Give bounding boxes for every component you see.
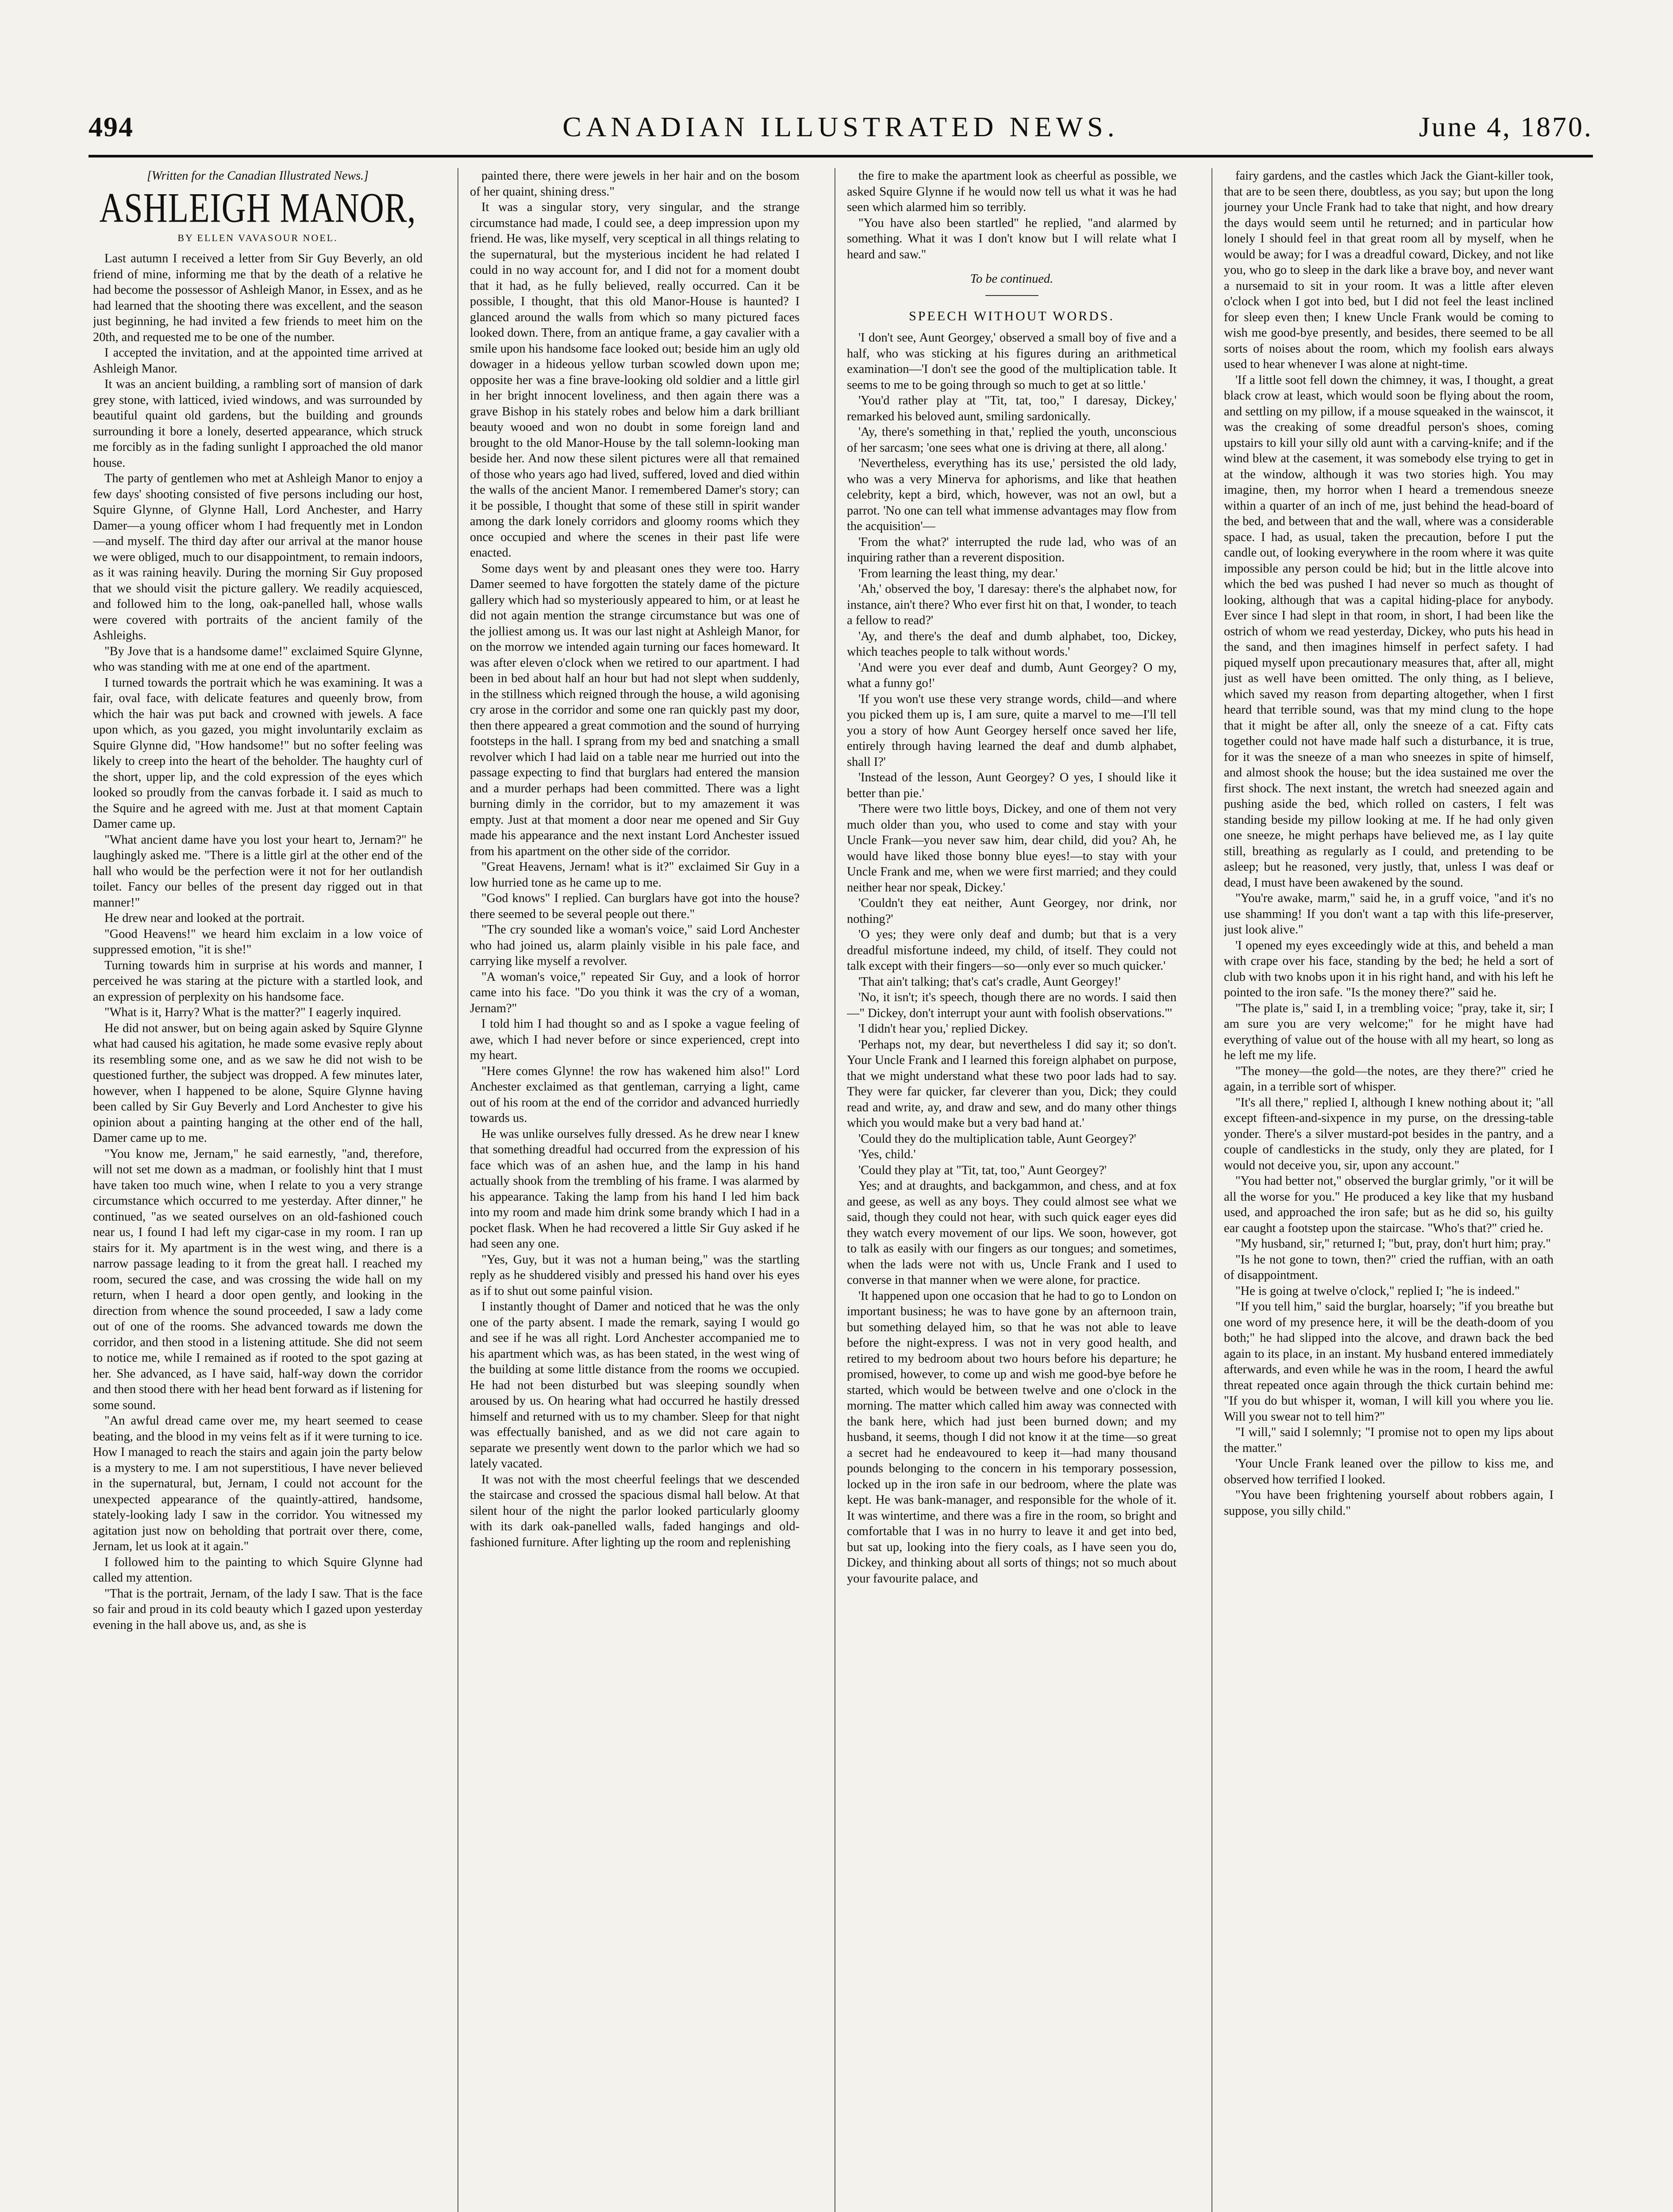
paragraph: 'That ain't talking; that's cat's cradle, Aunt Georgey!' xyxy=(858,975,1121,989)
story-credit: [Written for the Canadian Illustrated News.] xyxy=(147,169,369,183)
paragraph: "Good Heavens!" we heard him exclaim in a low voice of suppressed emotion, "it is she!" xyxy=(93,927,423,956)
paragraph: 'Ah,' observed the boy, 'I daresay: there's the alphabet now, for instance, ain't there? Who ever first hit on that, I wonder, to teach a fellow to read?' xyxy=(847,582,1177,627)
paragraph: "The plate is," said I, in a trembling voice; "pray, take it, sir; I am sure you are very welcome;" for he might have had everything of value out of the house with all my heart, so long as he left me my life. xyxy=(1224,1001,1554,1062)
paragraph: I instantly thought of Damer and noticed that he was the only one of the party absent. I made the remark, saying I would go and see if he was all right. Lord Anchester accompanied me to his apartment which was, as has been stated, in the west wing of the building at some little distance from the rooms we occupied. He had not been disturbed but was sleeping soundly when aroused by us. On hearing what had occurred he hastily dressed himself and returned with us to my chamber. Sleep for that night was effectually banished, and as we did not care again to separate we presently went down to the parlor which we had so lately vacated. xyxy=(470,1300,800,1471)
to-be-continued: To be continued. xyxy=(970,272,1054,286)
paragraph: "You know me, Jernam," he said earnestly, "and, therefore, will not set me down as a madman, or foolishly hint that I must have taken too much wine, when I relate to you a very strange circumstance which occurred to me yesterday. After dinner," he continued, "as we seated ourselves on an old-fashioned couch near us, I found I had left my cigar-case in my room. I ran up stairs for it. My apartment is in the west wing, and there is a narrow passage leading to it from the great hall. I reached my room, secured the case, and was crossing the wide hall on my return, when I heard a door open gently, and looking in the direction from whence the sound proceeded, I saw a lady come out of one of the rooms. She advanced towards me down the corridor, and then stood in a listening attitude. She did not seem to notice me, while I remained as if rooted to the spot gazing at her. She advanced, as I have said, half-way down the corridor and then stood there with her head bent forward as if listening for some sound. xyxy=(93,1147,423,1412)
paragraph: It was a singular story, very singular, and the strange circumstance had made, I could see, a deep impression upon my friend. He was, like myself, very sceptical in all things relating to the supernatural, but the mysterious incident he had related I could in no way account for, and I did not for a moment doubt that it had, as he fully believed, really occurred. Can it be possible, I thought, that this old Manor-House is haunted? I glanced around the walls from which so many pictured faces looked down. There, from an antique frame, a gay cavalier with a smile upon his handsome face looked out; beside him an ugly old dowager in a hideous yellow turban scowled down upon me; opposite her was a fine brave-looking old soldier and a little girl in her bright innocent loveliness, and then again there was a grave Bishop in his stately robes and below him a dark brilliant beauty wooed and won no doubt in some foreign land and brought to the old Manor-House by the tall solemn-looking man beside her. And now these silent pictures were all that remained of those who years ago had lived, suffered, loved and died within the walls of the ancient Manor. I remembered Damer's story; can it be possible, I thought that some of these still in spirit wander among the dark lonely corridors and gloomy rooms which they once occupied and where the scenes in their past life were enacted. xyxy=(470,200,800,560)
paragraph: 'Yes, child.' xyxy=(858,1148,916,1161)
paragraph: 'I opened my eyes exceedingly wide at this, and beheld a man with crape over his face, standing by the bed; he held a sort of club with two knobs upon it in his right hand, and with his left he pointed to the iron safe. "Is the money there?" said he. xyxy=(1224,938,1554,999)
paragraph: "An awful dread came over me, my heart seemed to cease beating, and the blood in my veins felt as if it were turning to ice. How I managed to reach the stairs and again join the party below is a mystery to me. I am not superstitious, I have never believed in the supernatural, but, Jernam, I could not account for the unexpected appearance of the quaintly-attired, handsome, stately-looking lady I saw in the corridor. You witnessed my agitation just now on beholding that portrait over there, come, Jernam, let us look at it again." xyxy=(93,1414,423,1553)
paragraph: I accepted the invitation, and at the appointed time arrived at Ashleigh Manor. xyxy=(93,346,423,376)
paragraph: It was an ancient building, a rambling sort of mansion of dark grey stone, with latticed, ivied windows, and was surrounded by beautiful quaint old gardens, but the building and grounds surrounding it bore a lonely, deserted appearance, which struck me forcibly as in the fading sunlight I approached the old manor house. xyxy=(93,377,423,470)
paragraph: "You had better not," observed the burglar grimly, "or it will be all the worse for you." He produced a key like that my husband used, and approached the iron safe; but as he did so, his guilty ear caught a footstep upon the staircase. "Who's that?" cried he. xyxy=(1224,1174,1554,1235)
paragraph: I told him I had thought so and as I spoke a vague feeling of awe, which I had never before or since experienced, crept into my heart. xyxy=(470,1017,800,1062)
paragraph: He was unlike ourselves fully dressed. As he drew near I knew that something dreadful had occurred from the expression of his face which was of an ashen hue, and the lamp in his hand actually shook from the trembling of his frame. I was alarmed by his appearance. Taking the lamp from his hand I led him back into my room and made him drink some brandy which I had in a pocket flask. When he had recovered a little Sir Guy asked if he had seen any one. xyxy=(470,1127,800,1251)
issue-date: June 4, 1870. xyxy=(1419,111,1593,142)
column-rule xyxy=(1211,168,1212,2212)
paragraph: "You're awake, marm," said he, in a gruff voice, "and it's no use shamming! If you don't want a tap with this life-preserver, just look alive." xyxy=(1224,891,1554,937)
paragraph: "What ancient dame have you lost your heart to, Jernam?" he laughingly asked me. "There is a little girl at the other end of the hall who would be the perfection were it not for her outlandish toilet. Fancy our belles of the present day rigged out in that manner!" xyxy=(93,833,423,910)
paragraph: 'Could they do the multiplication table, Aunt Georgey?' xyxy=(858,1132,1136,1146)
masthead-rule xyxy=(88,155,1593,157)
paragraph: It was not with the most cheerful feelings that we descended the staircase and crossed the spacious dismal hall below. At that silent hour of the night the parlor looked particularly gloomy with its dark oak-panelled walls, faded hangings and old-fashioned furniture. After lighting up the room and replenishing xyxy=(470,1472,800,1549)
paragraph: 'Nevertheless, everything has its use,' persisted the old lady, who was a very Minerva for aphorisms, and like that heathen celebrity, kept a bird, which, however, was not an owl, but a parrot. 'No one can tell what immense advantages may flow from the acquisition'— xyxy=(847,457,1177,533)
paragraph: "It's all there," replied I, although I knew nothing about it; "all except fifteen-and-sixpence in my purse, on the dressing-table yonder. There's a silver mustard-pot besides in the pantry, and a couple of candlesticks in the study, only they are plated, for I would not deceive you, sir, upon any account." xyxy=(1224,1095,1554,1172)
paragraph: I turned towards the portrait which he was examining. It was a fair, oval face, with delicate features and queenly brow, from which the hair was put back and crowned with jewels. A face upon which, as you gazed, you might involuntarily exclaim as Squire Glynne did, "How handsome!" but no softer feeling was likely to creep into the heart of the beholder. The haughty curl of the short, upper lip, and the cold expression of the eyes which looked so proudly from the canvas forbade it. I said as much to the Squire and he agreed with me. Just at that moment Captain Damer came up. xyxy=(93,676,423,831)
paragraph: Turning towards him in surprise at his words and manner, I perceived he was staring at the picture with a startled look, and an expression of perplexity on his handsome face. xyxy=(93,958,423,1004)
section-title: SPEECH WITHOUT WORDS. xyxy=(909,308,1115,323)
column-3-text-story1 xyxy=(847,168,1177,262)
section-divider xyxy=(985,295,1038,296)
column-1 xyxy=(93,168,423,2212)
paragraph: 'Could they play at "Tit, tat, too," Aunt Georgey?' xyxy=(858,1163,1107,1177)
paragraph: Yes; and at draughts, and backgammon, and chess, and at fox and geese, as well as any boys. They could almost see what we said, though they could not hear, with such quick eager eyes did they watch every movement of our lips. We soon, however, got to talk as easily with our fingers as our tongues; and sometimes, when the lads were not with us, Uncle Frank and I used to converse in that manner when we were alone, for practice. xyxy=(847,1179,1177,1287)
paragraph: Last autumn I received a letter from Sir Guy Beverly, an old friend of mine, informing me that by the death of a relative he had become the possessor of Ashleigh Manor, in Essex, and as he had learned that the shooting there was excellent, and the season just beginning, he had invited a few friends to meet him on the 20th, and requested me to be one of the number. xyxy=(93,252,423,344)
paragraph: "Here comes Glynne! the row has wakened him also!" Lord Anchester exclaimed as that gentleman, carrying a light, came out of his room at the end of the corridor and advanced hurriedly towards us. xyxy=(470,1064,800,1125)
paragraph: 'If you won't use these very strange words, child—and where you picked them up is, I am sure, quite a marvel to me—I'll tell you a story of how Aunt Georgey herself once saved her life, entirely through having learned the deaf and dumb alphabet, shall I?' xyxy=(847,692,1177,769)
paragraph: 'From learning the least thing, my dear.' xyxy=(858,566,1058,580)
paragraph: He drew near and looked at the portrait. xyxy=(104,911,305,925)
paragraph: "The cry sounded like a woman's voice," said Lord Anchester who had joined us, alarm plainly visible in his pale face, and carrying like myself a revolver. xyxy=(470,923,800,968)
paragraph: "You have also been startled" he replied, "and alarmed by something. What it was I don't know but I will relate what I heard and saw." xyxy=(847,216,1177,261)
paragraph: "If you tell him," said the burglar, hoarsely; "if you breathe but one word of my presence here, it will be the death-doom of you both;" he had slipped into the alcove, and drawn back the bed again to its place, in an instant. My husband entered immediately afterwards, and even while he was in the room, I heard the awful threat repeated once again through the thick curtain behind me: "If you do but whisper it, woman, I will kill you where you lie. Will you swear not to tell him?" xyxy=(1224,1300,1554,1424)
paragraph: "Yes, Guy, but it was not a human being," was the startling reply as he shuddered visibly and pressed his hand over his eyes as if to shut out some painful vision. xyxy=(470,1252,800,1298)
column-2 xyxy=(470,168,800,2212)
paragraph: "A woman's voice," repeated Sir Guy, and a look of horror came into his face. "Do you think it was the cry of a woman, Jernam?" xyxy=(470,970,800,1015)
column-2-text xyxy=(470,168,800,1550)
column-3-text-story2 xyxy=(847,330,1177,1586)
paragraph: 'You'd rather play at "Tit, tat, too," I daresay, Dickey,' remarked his beloved aunt, smiling sardonically. xyxy=(847,394,1177,423)
paragraph: "I will," said I solemnly; "I promise not to open my lips about the matter." xyxy=(1224,1425,1554,1455)
paragraph: Some days went by and pleasant ones they were too. Harry Damer seemed to have forgotten the stately dame of the picture gallery which had so mysteriously appeared to him, or at least he did not again mention the strange circumstance but was one of the jolliest among us. It was our last night at Ashleigh Manor, for on the morrow we intended again turning our faces homeward. It was after eleven o'clock when we retired to our apartment. I had been in bed about half an hour but had not slept when suddenly, in the stillness which reigned through the house, a wild agonising cry arose in the corridor and some one ran quickly past my door, then there appeared a great commotion and the sound of hurrying footsteps in the hall. I sprang from my bed and snatching a small revolver which I had laid on a table near me hurried out into the passage expecting to find that burglars had entered the mansion and a murder perhaps had been committed. There was a light burning dimly in the corridor, but to my amazement it was empty. Just at that moment a door near me opened and Sir Guy made his appearance and the next instant Lord Anchester issued from his apartment on the other side of the corridor. xyxy=(470,561,800,858)
paragraph: "The money—the gold—the notes, are they there?" cried he again, in a terrible sort of whisper. xyxy=(1224,1064,1554,1094)
paragraph: 'No, it isn't; it's speech, though there are no words. I said then—" Dickey, don't interrupt your aunt with foolish observations."' xyxy=(847,991,1177,1020)
paper-name: CANADIAN ILLUSTRATED NEWS. xyxy=(562,111,1119,142)
paragraph: "Great Heavens, Jernam! what is it?" exclaimed Sir Guy in a low hurried tone as he came up to me. xyxy=(470,860,800,890)
paragraph: 'Perhaps not, my dear, but nevertheless I did say it; so don't. Your Uncle Frank and I learned this foreign alphabet on purpose, that we might understand what these two poor lads had to say. They were far quicker, far cleverer than you, Dick; they could read and write, ay, and draw and sew, and do many other things which you would make but a very bad hand at.' xyxy=(847,1037,1177,1130)
column-4-text xyxy=(1224,168,1554,1519)
paragraph: "What is it, Harry? What is the matter?" I eagerly inquired. xyxy=(104,1006,401,1019)
paragraph: "By Jove that is a handsome dame!" exclaimed Squire Glynne, who was standing with me at one end of the apartment. xyxy=(93,644,423,674)
story-title: ASHLEIGH MANOR, xyxy=(99,184,416,231)
paragraph: the fire to make the apartment look as cheerful as possible, we asked Squire Glynne if he would now tell us what it was he had seen which alarmed him so terribly. xyxy=(847,169,1177,214)
paragraph: 'Your Uncle Frank leaned over the pillow to kiss me, and observed how terrified I looked. xyxy=(1224,1457,1554,1486)
paragraph: 'It happened upon one occasion that he had to go to London on important business; he was to have gone by an afternoon train, but something delayed him, so that he was not able to leave before the night-express. I was not in very good health, and retired to my bedroom about two hours before his departure; he promised, however, to come up and wish me good-bye before he started, which would be between twelve and one o'clock in the morning. The matter which called him away was connected with the bank here, which had just been burned down; and my husband, it seems, though I did not know it at the time—so great a secret had he endeavoured to keep it—had many thousand pounds belonging to the concern in his temporary possession, locked up in the iron safe in our bedroom, where the plate was kept. He was bank-manager, and responsible for the whole of it. It was wintertime, and there was a fire in the room, so bright and comfortable that I was in no hurry to leave it and get into bed, but sat up, looking into the fiery coals, as I have seen you do, Dickey, and thinking about all sorts of things; not so much about your favourite palace, and xyxy=(847,1289,1177,1586)
paragraph: 'There were two little boys, Dickey, and one of them not very much older than you, who used to come and stay with your Uncle Frank—you never saw him, dear child, did you? Ah, he would have liked those bonny blue eyes!—to stay with your Uncle Frank and me, when we were first married; and they could neither hear nor speak, Dickey.' xyxy=(847,802,1177,895)
paragraph: The party of gentlemen who met at Ashleigh Manor to enjoy a few days' shooting consisted of five persons including our host, Squire Glynne, of Glynne Hall, Lord Anchester, and Harry Damer—a young officer whom I had frequently met in London—and myself. The third day after our arrival at the manor house we were obliged, much to our disappointment, to remain indoors, as it was raining heavily. During the morning Sir Guy proposed that we should visit the picture gallery. We readily acquiesced, and followed him to the long, oak-panelled hall, whose walls were covered with portraits of the ancient family of the Ashleighs. xyxy=(93,472,423,642)
paragraph: "He is going at twelve o'clock," replied I; "he is indeed." xyxy=(1235,1284,1520,1298)
paragraph: 'Ay, and there's the deaf and dumb alphabet, too, Dickey, which teaches people to talk without words.' xyxy=(847,629,1177,659)
paragraph: 'If a little soot fell down the chimney, it was, I thought, a great black crow at least, which would soon be flying about the room, and settling on my pillow, if a mouse squeaked in the wainscot, it was the creaking of some dreadful person's shoes, coming upstairs to kill your silly old aunt with a carving-knife; and if the wind blew at the casement, it was somebody else trying to get in at the window, although it was two stories high. You may imagine, then, my horror when I heard a tremendous sneeze within a quarter of an inch of me, just behind the head-board of the bed, and between that and the wall, where was a considerable space. I had, as usual, taken the precaution, before I put the candle out, of looking everywhere in the room where it was quite impossible any person could be hid; but in the little alcove into which the bed was pushed I had never so much as thought of looking, although that was a capital hiding-place for anybody. Ever since I had slept in that room, in short, I had been like the ostrich of whom we read yesterday, Dickey, who puts his head in the sand, and then imagines himself in perfect safety. I had piqued myself upon precautionary measures that, after all, might just as well have been omitted. The only thing, as I believe, which saved my reason from departing altogether, when I first heard that terrible sound, was that my mind clung to the hope that it might be after all, only the sneeze of a cat. Fifty cats together could not have made half such a disturbance, it is true, for it was the sneeze of a man who sneezes in spite of himself, and almost shook the house; but the idea sustained me over the first shock. The next instant, the wretch had sneezed again and pushing aside the bed, which rolled on casters, I felt was standing beside my pillow looking at me. If he had only given one sneeze, he might perhaps have believed me, as I lay quite still, breathing as regularly as I could, and pretending to be asleep; but he reasoned, very justly, that, unless I was deaf or dead, I must have been awakened by the sound. xyxy=(1224,373,1554,890)
paragraph: "Is he not gone to town, then?" cried the ruffian, with an oath of disappointment. xyxy=(1224,1252,1554,1282)
story-byline: BY ELLEN VAVASOUR NOEL. xyxy=(177,232,338,243)
column-1-text xyxy=(93,251,423,1633)
page-number: 494 xyxy=(88,111,134,142)
paragraph: 'I didn't hear you,' replied Dickey. xyxy=(858,1022,1028,1036)
paragraph: "My husband, sir," returned I; "but, pray, don't hurt him; pray." xyxy=(1235,1237,1551,1251)
paragraph: I followed him to the painting to which Squire Glynne had called my attention. xyxy=(93,1555,423,1585)
paragraph: fairy gardens, and the castles which Jack the Giant-killer took, that are to be seen there, doubtless, as you say; but upon the long journey your Uncle Frank had to take that night, and how dreary the days would seem until he returned; and in particular how lonely I should feel in that great room all by myself, when he would be away; for I was a dreadful coward, Dickey, and not like you, who go to sleep in the dark like a brave boy, and never want a nursemaid to sit in your room. It was a little after eleven o'clock when I got into bed, but I did not feel the least inclined for sleep even then; I knew Uncle Frank would be coming to wish me good-bye presently, and besides, there seemed to be all sorts of noises about the room, which my foolish ears always used to hear whenever I was alone at night-time. xyxy=(1224,169,1554,371)
paragraph: 'O yes; they were only deaf and dumb; but that is a very dreadful misfortune indeed, my child, of itself. They could not talk except with their fingers—so—only ever so much quicker.' xyxy=(847,928,1177,973)
masthead xyxy=(88,111,1593,150)
paragraph: 'And were you ever deaf and dumb, Aunt Georgey? O my, what a funny go!' xyxy=(847,661,1177,690)
paragraph: 'From the what?' interrupted the rude lad, who was of an inquiring rather than a reverent disposition. xyxy=(847,535,1177,565)
paragraph: 'Instead of the lesson, Aunt Georgey? O yes, I should like it better than pie.' xyxy=(847,771,1177,800)
paragraph: "You have been frightening yourself about robbers again, I suppose, you silly child." xyxy=(1224,1488,1554,1518)
column-3 xyxy=(847,168,1177,2212)
paragraph: 'Ay, there's something in that,' replied the youth, unconscious of her sarcasm; 'one sees what one is driving at there, all along.' xyxy=(847,425,1177,455)
paragraph: "God knows" I replied. Can burglars have got into the house? there seemed to be several people out there." xyxy=(470,891,800,921)
paragraph: 'I don't see, Aunt Georgey,' observed a small boy of five and a half, who was sticking at his figures during an arithmetical examination—'I don't see the good of the multiplication table. It seems to me to be going through so much to get at so little.' xyxy=(847,331,1177,392)
paragraph: painted there, there were jewels in her hair and on the bosom of her quaint, shining dress." xyxy=(470,169,800,199)
paragraph: "That is the portrait, Jernam, of the lady I saw. That is the face so fair and proud in its cold beauty which I gazed upon yesterday evening in the hall above us, and, as she is xyxy=(93,1586,423,1632)
paragraph: He did not answer, but on being again asked by Squire Glynne what had caused his agitation, he made some evasive reply about its resembling some one, and as we saw he did not wish to be questioned further, the subject was dropped. A few minutes later, however, when I happened to be alone, Squire Glynne having been called by Sir Guy Beverly and Lord Anchester to give his opinion about a painting hanging at the other end of the hall, Damer came up to me. xyxy=(93,1021,423,1145)
paragraph: 'Couldn't they eat neither, Aunt Georgey, nor drink, nor nothing?' xyxy=(847,896,1177,926)
column-4 xyxy=(1224,168,1554,2212)
